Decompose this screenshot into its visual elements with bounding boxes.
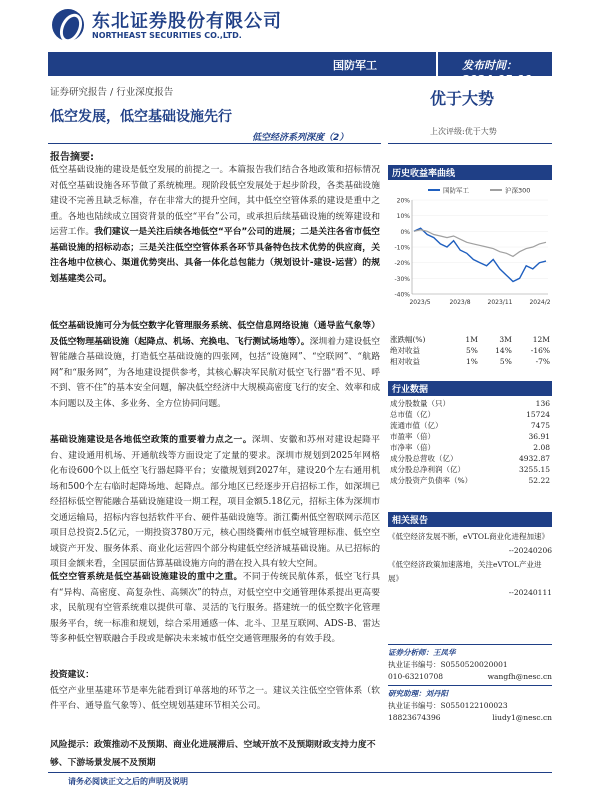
legend-label: 国防军工: [443, 186, 469, 195]
analyst-cert: 执业证书编号：S0550520020001: [388, 660, 508, 669]
stat-label: 成分股总净利润（亿）: [390, 465, 465, 474]
p3-text: 深圳、安徽和苏州对建设起降平台、建设通用机场、开通航线等方面设定了定量的要求。深圳市规划到2025年网格化布设600个以上低空飞行器起降平台；安徽规划到2027年，建设20个左右通用机场和500个左右临时起降场地、起降点。部分地区已经逐步开启招标工作，如深圳已经招标低空智能融合基础设施建设一期工程，项目金额5.18亿元，招标主体为深圳市交通运输局，招标内容包括软件平台、硬件基础设施等。浙江衢州低空智联网示范区项目总投资2.5亿元，一期投资3780万元，核心围绕衢州市低空城管理标准、低空空域资产开发、服务体系、商业化运营四个部分构建低空经济城基础设施。从已招标的项目金额来看，全国层面估算基础设施方向的潜在投入具有较大空间。: [50, 435, 380, 569]
table-row: [388, 464, 552, 475]
table-row: [388, 356, 552, 367]
publish-date: 发布时间：2024-05-11: [462, 59, 533, 86]
p1-text: 低空基础设施的建设是低空发展的前提之一。本篇报告我们结合各地政策和招标情况对低空基础设施各环节做了系统梳理。现阶段低空发展处于起步阶段，各类基础设施建设不完善且缺乏标准，存在非常大的提升空间，其中低空空管体系的建设是重中之重。各地也陆续成立国资背景的低空“平台”公司，或承担后续基础设施的统筹建设和运营工作。: [50, 165, 380, 237]
risk-warning: 风险提示：政策推动不及预期、商业化进展滞后、空域开放不及预期财政支持力度不够、下游场景发展不及预期: [50, 740, 376, 768]
related-report-date: --20240111: [508, 588, 552, 597]
perf-cell: 14%: [495, 346, 512, 355]
analyst-email[interactable]: wangfh@nesc.cn: [487, 672, 552, 681]
series-line-defense: [414, 228, 546, 281]
summary-heading: 报告摘要:: [50, 152, 94, 163]
breadcrumb: 证券研究报告 / 行业深度报告: [50, 87, 174, 98]
legend-label: 沪深300: [505, 186, 531, 195]
stat-value: 52.22: [528, 476, 550, 485]
stat-value: 15724: [526, 410, 550, 419]
table-row: [388, 409, 552, 420]
related-report-title[interactable]: 《低空经济政策加速落地，关注eVTOL产业进展》: [388, 560, 542, 583]
rating-label: 优于大势: [430, 89, 495, 108]
analyst-phone: 010-63210708: [388, 672, 444, 681]
perf-cell: 5%: [465, 346, 478, 355]
stat-value: 7475: [530, 421, 550, 430]
stat-value: 4932.87: [518, 454, 550, 463]
perf-col-label: 涨跌幅(%): [390, 335, 426, 344]
x-tick-label: 2023/8: [449, 299, 471, 306]
analyst-info: [388, 642, 552, 724]
stat-label: 成分股资产负债率（%）: [390, 476, 473, 485]
related-heading: 相关报告: [388, 512, 552, 527]
summary-paragraph-4: [50, 570, 380, 648]
y-tick-label: 0%: [400, 228, 410, 236]
right-divider: [388, 143, 552, 144]
table-row: [388, 420, 552, 431]
assistant-role: 研究助理：刘丹阳: [388, 689, 448, 698]
invest-section: [50, 668, 380, 715]
analyst-contact: [388, 671, 552, 683]
left-divider: [48, 143, 381, 144]
series-line-csi300: [414, 230, 546, 257]
p1-bold: 我们建议一是关注后续各地低空“平台”公司的进展；二是关注各省市低空基础设施的招标动态；三是关注低空空管体系各环节具备特色技术优势的供应商，关注各地中位核心、渠道优势突出、具备一体化总包能力（规划设计-建设-运营）的规划基建类公司。: [50, 227, 380, 284]
stat-label: 市盈率（倍）: [390, 432, 435, 441]
company-logo: [52, 6, 312, 46]
assistant-cert: 执业证书编号：S0550122100023: [388, 701, 508, 710]
table-row: [388, 398, 552, 409]
assistant-phone: 18823674396: [388, 713, 441, 722]
assistant-email[interactable]: liudy1@nesc.cn: [492, 713, 552, 722]
table-row: [388, 453, 552, 464]
stat-value: 136: [535, 399, 550, 408]
perf-cell: 相对收益: [390, 357, 420, 366]
invest-text: 低空产业里基建环节是率先能看到订单落地的环节之一。建议关注低空空管体系（软件平台、通导监气象等）、低空规划基建环节相关公司。: [50, 685, 380, 711]
table-row: [388, 475, 552, 486]
y-tick-label: -40%: [394, 291, 410, 299]
summary-paragraph-1: [50, 163, 380, 287]
invest-heading: 投资建议：: [50, 670, 94, 680]
table-row: [388, 431, 552, 442]
x-tick-label: 2024/2: [529, 299, 551, 306]
banner-divider: [436, 52, 438, 76]
x-tick-label: 2023/11: [487, 299, 513, 306]
performance-table: [388, 334, 552, 367]
stats-heading: 行业数据: [388, 381, 552, 396]
related-report-date: --20240206: [508, 546, 552, 555]
y-tick-label: -20%: [394, 260, 410, 268]
return-curve-chart: [388, 182, 552, 312]
y-tick-label: -10%: [394, 244, 410, 252]
p4-bold: 低空空管系统是低空基础设施建设的重中之重。: [50, 572, 243, 582]
perf-header-row: [388, 334, 552, 345]
chart-heading: 历史收益率曲线: [388, 165, 552, 180]
p3-bold: 基础设施建设是各地低空政策的重要着力点之一。: [50, 435, 252, 445]
stat-value: 36.91: [528, 432, 550, 441]
logo-emblem-icon: [52, 9, 84, 41]
stat-label: 市净率（倍）: [390, 443, 435, 452]
stat-label: 成分股数量（只）: [390, 399, 450, 408]
perf-col-1m: 1M: [465, 335, 478, 344]
y-tick-label: -30%: [394, 275, 410, 283]
p2-bold: 低空基础设施可分为低空数字化管理服务系统、低空信息网络设施（通导监气象等）及低空物理基础设施（起降点、机场、充换电、飞行测试场地等）。: [50, 321, 380, 347]
sector-label: 国防军工: [333, 59, 377, 72]
related-report-title[interactable]: 《低空经济发展不断，eVTOL商业化进程加速》: [388, 532, 549, 541]
y-tick-label: 20%: [396, 197, 410, 205]
perf-cell: -16%: [530, 346, 550, 355]
assistant-contact: [388, 712, 552, 724]
stat-value: 2.08: [533, 443, 550, 452]
footer-divider: [48, 772, 552, 773]
perf-col-12m: 12M: [532, 335, 550, 344]
stat-label: 总市值（亿）: [390, 410, 435, 419]
summary-paragraph-3: [50, 433, 380, 573]
table-row: [388, 442, 552, 453]
perf-cell: 1%: [465, 357, 478, 366]
report-subtitle: 低空经济系列深度（2）: [252, 133, 349, 143]
perf-col-3m: 3M: [499, 335, 512, 344]
industry-stats-table: [388, 398, 552, 486]
perf-cell: 5%: [499, 357, 512, 366]
perf-cell: -7%: [535, 357, 550, 366]
analyst-divider: [388, 644, 552, 645]
stat-value: 3255.15: [518, 465, 550, 474]
summary-paragraph-2: [50, 319, 380, 412]
company-name-cn: 东北证券股份有限公司: [92, 11, 282, 32]
p2-text: 深圳着力建设低空智能融合基础设施，打造低空基础设施的四张网，包括“设施网”、“空联网”、“航路网”和“服务网”，为各地建设提供参考，其核心解决军民航对低空飞行器“看不见、呼不到、管不住”的基本安全问题，解决低空经济中大规模高密度飞行的安全、效率和成本问题以及主体、多业务、全方位协同问题。: [50, 336, 380, 409]
company-name-en: NORTHEAST SECURITIES CO.,LTD.: [92, 31, 242, 40]
previous-rating: 上次评级:优于大势: [430, 127, 497, 136]
p4-text: 不同于传统民航体系，低空飞行具有“异构、高密度、高复杂性、高频次”的特点，对低空空中交通管理体系提出更高要求，民航现有空管系统难以提供可靠、灵活的飞行服务。搭建统一的低空数字化管理服务平台，统一标准和规划，综合采用通感一体、北斗、卫星互联网、ADS-B、雷达等多种低空智联融合手段或是解决未来城市低空交通管理服务的有效手段。: [50, 572, 380, 644]
perf-cell: 绝对收益: [390, 346, 420, 355]
analyst-divider: [388, 685, 552, 686]
table-row: [388, 345, 552, 356]
report-title: 低空发展，低空基础设施先行: [50, 109, 232, 125]
header-banner: [48, 52, 552, 86]
analyst-role: 证券分析师：王凤华: [388, 648, 456, 657]
footer-disclaimer: 请务必阅读正文之后的声明及说明: [68, 777, 188, 786]
x-tick-label: 2023/5: [409, 299, 431, 306]
stat-label: 成分股总营收（亿）: [390, 454, 458, 463]
stat-label: 流通市值（亿）: [390, 421, 443, 430]
related-reports: [388, 530, 552, 600]
y-tick-label: 10%: [396, 213, 410, 221]
